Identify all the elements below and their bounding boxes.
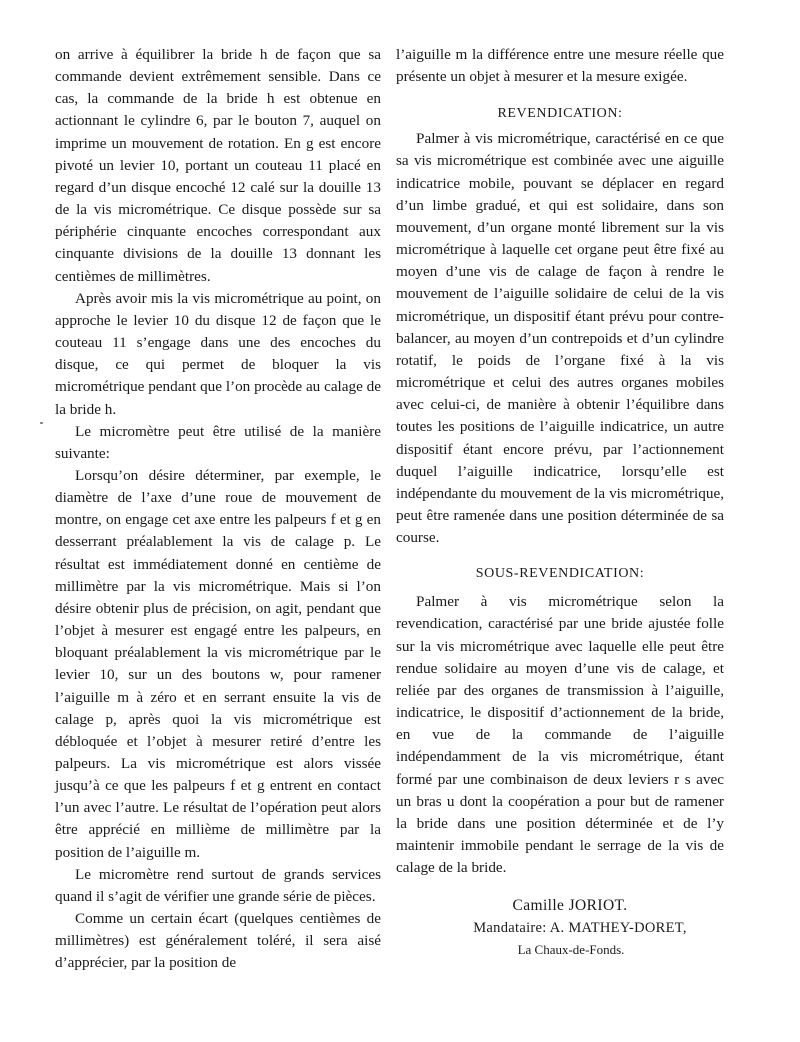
signature-place: La Chaux-de-Fonds. (517, 942, 625, 958)
left-column (55, 44, 381, 975)
left-paragraph-6: Comme un certain écart (quelques centièmes de millimètres) est généralement toléré, il sera aisé d’apprécier, par la position de (55, 910, 381, 972)
subclaim-text: Palmer à vis micrométrique selon la revendication, caractérisé par une bride ajustée folle sur la vis micrométrique avec laquelle elle peut être rendue solidaire au moyen d’une vis de calage, et reliée par des organes de transmission à l’aiguille, indicatrice, le dispositif d’actionnement de la bride, en vue de la commande de l’aiguille indépendamment de la vis micrométrique, étant formé par une combinaison de deux leviers r s avec un bras u dont la coopération a pour but de ramener la bride dans une position déterminée et de l’y maintenir immobile pendant le serrage de la vis de calage de la bride. (396, 593, 724, 877)
left-paragraph-1: on arrive à équilibrer la bride h de façon que sa commande devient extrêmement sensible. Dans ce cas, la commande de la bride h est obtenue en actionnant le cylindre 6, par le bouton 7, auquel on imprime un mouvement de rotation. En g est encore pivoté un levier 10, portant un couteau 11 placé en regard d’un disque encoché 12 calé sur la douille 13 de la vis micrométrique. Ce disque possède sur sa périphérie cinquante encoches correspondant aux cinquante divisions de la douille 13 donnant les centièmes de millimètres. (55, 46, 381, 285)
signature-agent: Mandataire: A. MATHEY-DORET, (473, 920, 687, 937)
scan-speck (40, 422, 43, 424)
claim-text: Palmer à vis micrométrique, caractérisé en ce que sa vis micrométrique est combinée avec une aiguille indicatrice mobile, pouvant se déplacer en regard d’un limbe gradué, et qui est solidaire, dans son mouvement, d’un organe monté librement sur la vis micrométrique à laquelle cet organe peut être fixé au moyen d’une vis de calage de façon à rendre le mouvement de l’aiguille solidaire de celui de la vis micrométrique, un dispositif étant prévu pour contre-balancer, au moyen d’un contrepoids et d’un cylindre rotatif, le poids de l’organe fixé à la vis micrométrique et celui des autres organes mobiles avec celui-ci, de manière à obtenir l’équilibre dans toutes les positions de l’aiguille indicatrice, un autre dispositif étant encore prévu, par l’actionnement duquel l’aiguille indicatrice, lorsqu’elle est indépendante du mouvement de la vis micrométrique, peut être ramenée dans une position déterminée de sa course. (396, 130, 724, 547)
right-paragraph-1: l’aiguille m la différence entre une mesure réelle que présente un objet à mesurer et la mesure exigée. (396, 46, 724, 86)
left-paragraph-4: Lorsqu’on désire déterminer, par exemple, le diamètre de l’axe d’une roue de mouvement de montre, on engage cet axe entre les palpeurs f et g en desserrant préalablement la vis de calage p. Le résultat est immédiatement donné en centième de millimètre par la vis micrométrique. Mais si l’on désire obtenir plus de précision, on agit, pendant que l’objet à mesurer est engagé entre les palpeurs, en bloquant préalablement la vis micrométrique par le levier 10, sur un des boutons w, pour ramener l’aiguille m à zéro et en serrant ensuite la vis de calage p, après quoi la vis micrométrique est débloquée et l’objet à mesurer retiré d’entre les palpeurs. La vis micrométrique est alors vissée jusqu’à ce que les palpeurs f et g entrent en contact l’un avec l’autre. Le résultat de l’opération peut alors être apprécié en millième de millimètre par la position de l’aiguille m. (55, 466, 381, 861)
left-paragraph-2: Après avoir mis la vis micrométrique au point, on approche le levier 10 du disque 12 de façon que le couteau 11 s’engage dans une des encoches du disque, ce qui permet de bloquer la vis micrométrique pendant que l’on procède au calage de la bride h. (55, 289, 381, 418)
left-paragraph-5: Le micromètre rend surtout de grands services quand il s’agit de vérifier une grande série de pièces. (55, 865, 381, 905)
claim-heading: REVENDICATION: (497, 106, 623, 122)
left-paragraph-3: Le micromètre peut être utilisé de la manière suivante: (55, 422, 381, 462)
right-column (396, 44, 724, 961)
subclaim-heading: SOUS-REVENDICATION: (475, 566, 645, 582)
signature-name: Camille JORIOT. (512, 897, 628, 915)
